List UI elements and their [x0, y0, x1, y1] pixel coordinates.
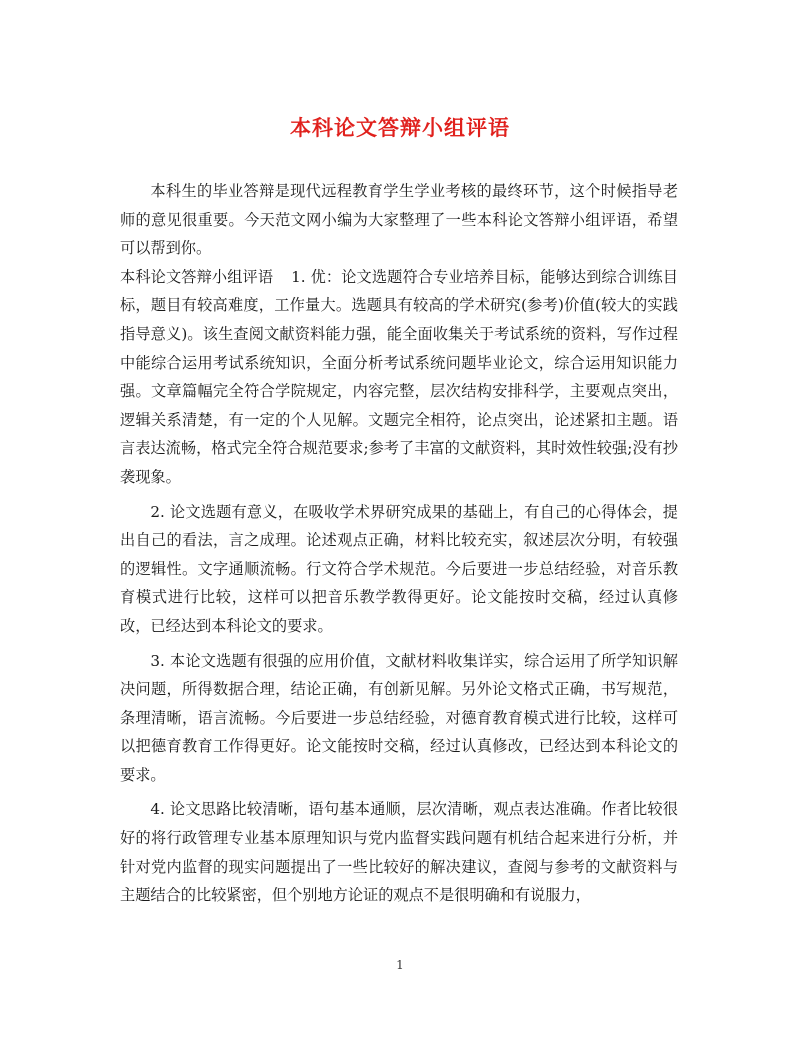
comment-paragraph-4: 4. 论文思路比较清晰，语句基本通顺，层次清晰，观点表达准确。作者比较很好的将行政管理专业基本原理知识与党内监督实践问题有机结合起来进行分析，并针对党内监督的现实问题提出了一些比较好的解决建议，查阅与参考的文献资料与主题结合的比较紧密，但个别地方论证的观点不是很明确和有说服力，	[120, 800, 678, 905]
document-body	[120, 177, 678, 916]
comment-paragraph-2: 2. 论文选题有意义，在吸收学术界研究成果的基础上，有自己的心得体会，提出自己的看法，言之成理。论述观点正确，材料比较充实，叙述层次分明，有较强的逻辑性。文字通顺流畅。行文符合学术规范。今后要进一步总结经验，对音乐教育模式进行比较，这样可以把音乐教学教得更好。论文能按时交稿，经过认真修改，已经达到本科论文的要求。	[120, 502, 678, 635]
intro-paragraph: 本科生的毕业答辩是现代远程教育学生学业考核的最终环节，这个时候指导老师的意见很重要。今天范文网小编为大家整理了一些本科论文答辩小组评语，希望可以帮到你。	[120, 182, 678, 258]
first-comment-paragraph	[120, 263, 678, 492]
section-heading: 本科论文答辩小组评语	[120, 267, 274, 286]
comment-paragraph-3: 3. 本论文选题有很强的应用价值，文献材料收集详实，综合运用了所学知识解决问题，所得数据合理，结论正确，有创新见解。另外论文格式正确，书写规范，条理清晰，语言流畅。今后要进一步总结经验，对德育教育模式进行比较，这样可以把德育教育工作得更好。论文能按时交稿，经过认真修改，已经达到本科论文的要求。	[120, 651, 678, 784]
page-number: 1	[396, 958, 404, 972]
comment-paragraph-1: 1. 优：论文选题符合专业培养目标，能够达到综合训练目标，题目有较高难度，工作量大。选题具有较高的学术研究(参考)价值(较大的实践指导意义)。该生查阅文献资料能力强，能全面收集关于考试系统的资料，写作过程中能综合运用考试系统知识，全面分析考试系统问题毕业论文，综合运用知识能力强。文章篇幅完全符合学院规定，内容完整，层次结构安排科学，主要观点突出，逻辑关系清楚，有一定的个人见解。文题完全相符，论点突出，论述紧扣主题。语言表达流畅，格式完全符合规范要求;参考了丰富的文献资料，其时效性较强;没有抄袭现象。	[120, 267, 678, 486]
document-title: 本科论文答辩小组评语	[290, 115, 510, 140]
